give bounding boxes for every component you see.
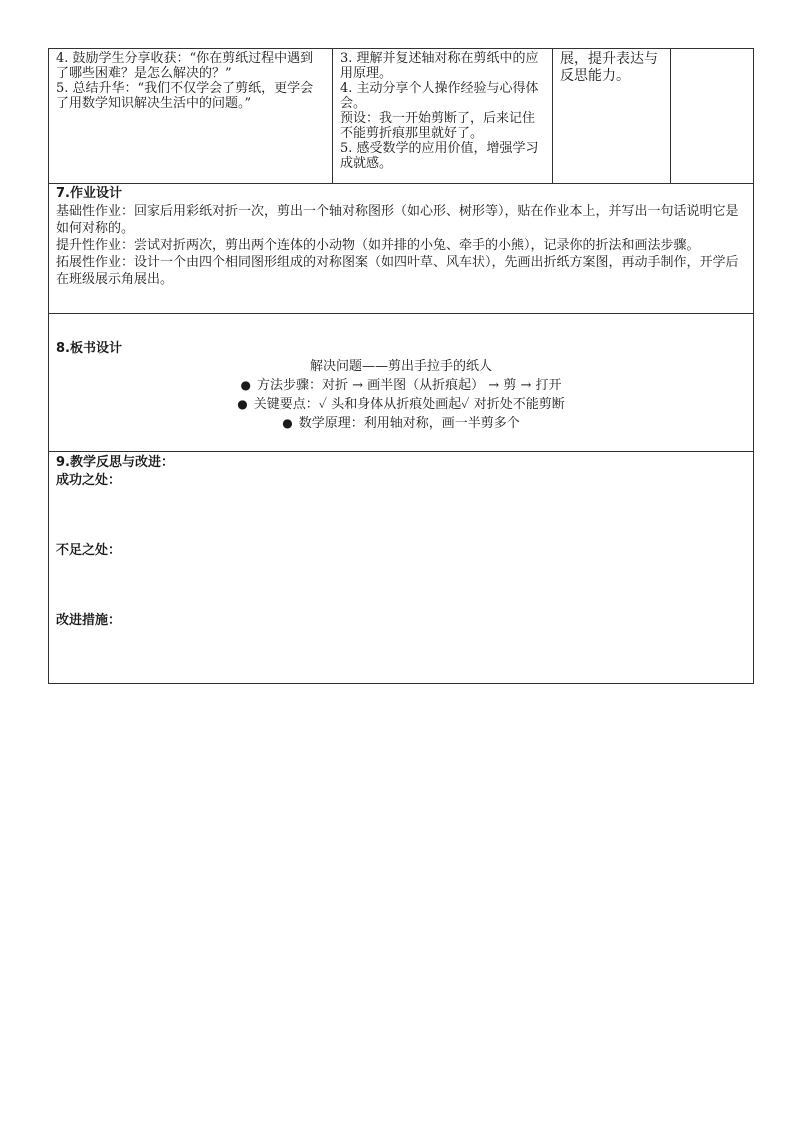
lesson-plan-table bbox=[48, 48, 754, 684]
board-content bbox=[56, 358, 746, 433]
board-line-keypoints bbox=[56, 395, 746, 414]
bullet-icon: ● bbox=[282, 416, 293, 430]
board-method-text: 方法步骤：对折 → 画半图（从折痕起） → 剪 → 打开 bbox=[257, 378, 562, 393]
board-principle-text: 数学原理：利用轴对称，画一半剪多个 bbox=[298, 416, 520, 431]
homework-title: 7.作业设计 bbox=[56, 186, 122, 201]
board-keypoint-a: ✓ 头和身体从折痕处画起 bbox=[318, 397, 462, 412]
design-intent-cell bbox=[553, 49, 671, 184]
empty-cell bbox=[671, 49, 754, 184]
student-activity-item: 预设：我一开始剪断了，后来记住不能剪折痕那里就好了。 bbox=[340, 111, 536, 141]
reflection-improve-label: 改进措施： bbox=[56, 613, 122, 628]
homework-basic: 基础性作业：回家后用彩纸对折一次，剪出一个轴对称图形（如心形、树形等），贴在作业本上，并写出一句话说明它是如何对称的。 bbox=[56, 204, 739, 236]
student-activity-item: 5. 感受数学的应用价值，增强学习成就感。 bbox=[340, 141, 539, 171]
student-activity-item: 3. 理解并复述轴对称在剪纸中的应用原理。 bbox=[340, 51, 539, 81]
board-line-method bbox=[56, 376, 746, 395]
homework-extension: 拓展性作业：设计一个由四个相同图形组成的对称图案（如四叶草、风车状），先画出折纸方案图，再动手制作，开学后在班级展示角展出。 bbox=[56, 255, 739, 287]
reflection-cell bbox=[49, 452, 754, 684]
teacher-activity-item: 4. 鼓励学生分享收获：“你在剪纸过程中遇到了哪些困难？是怎么解决的？” bbox=[56, 51, 314, 81]
board-keypoints-prefix: 关键要点： bbox=[253, 397, 319, 412]
lesson-plan-page bbox=[48, 48, 753, 684]
homework-cell bbox=[49, 184, 754, 314]
homework-advanced: 提升性作业：尝试对折两次，剪出两个连体的小动物（如并排的小兔、牵手的小熊），记录你的折法和画法步骤。 bbox=[56, 238, 700, 253]
student-activity-cell bbox=[333, 49, 553, 184]
homework-row bbox=[49, 184, 754, 314]
design-intent-text: 展，提升表达与反思能力。 bbox=[560, 51, 658, 84]
board-keypoint-b: ✓ 对折处不能剪断 bbox=[461, 397, 565, 412]
activity-row bbox=[49, 49, 754, 184]
student-activity-item: 4. 主动分享个人操作经验与心得体会。 bbox=[340, 81, 539, 111]
reflection-title: 9.教学反思与改进： bbox=[56, 455, 174, 470]
board-line-principle bbox=[56, 414, 746, 433]
bullet-icon: ● bbox=[240, 378, 251, 392]
teacher-activity-item: 5. 总结升华：“我们不仅学会了剪纸，更学会了用数学知识解决生活中的问题。” bbox=[56, 81, 314, 111]
board-row bbox=[49, 314, 754, 452]
board-cell bbox=[49, 314, 754, 452]
bullet-icon: ● bbox=[237, 397, 248, 411]
reflection-shortcoming-label: 不足之处： bbox=[56, 543, 122, 558]
reflection-success-label: 成功之处： bbox=[56, 473, 122, 488]
board-heading: 解决问题——剪出手拉手的纸人 bbox=[309, 359, 492, 374]
reflection-row bbox=[49, 452, 754, 684]
board-title: 8.板书设计 bbox=[56, 341, 122, 356]
teacher-activity-cell bbox=[49, 49, 333, 184]
